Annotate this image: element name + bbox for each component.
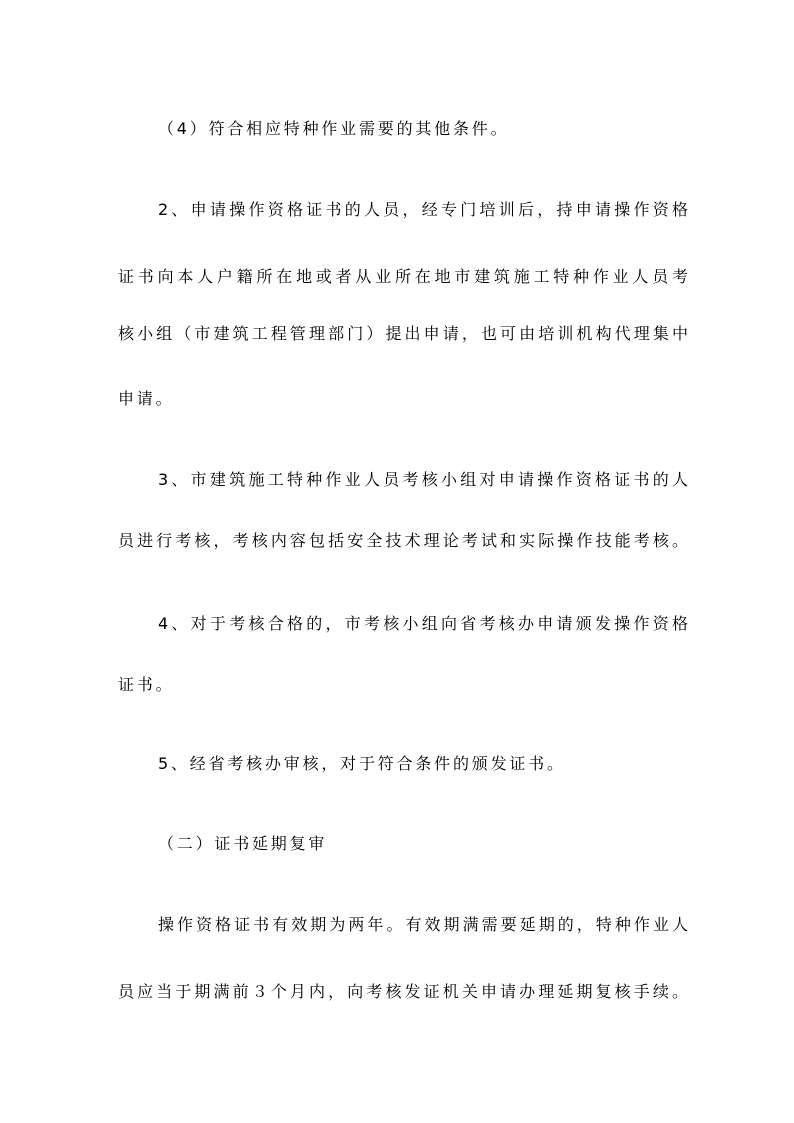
paragraph-condition-4: （4）符合相应特种作业需要的其他条件。 bbox=[158, 119, 510, 138]
paragraph-4-line-2: 证书。 bbox=[118, 675, 175, 694]
paragraph-4-line-1: 4、对于考核合格的，市考核小组向省考核办申请颁发操作资格 bbox=[158, 614, 688, 633]
paragraph-3-line-1: 3、市建筑施工特种作业人员考核小组对申请操作资格证书的人 bbox=[158, 470, 688, 489]
paragraph-renewal-line-1: 操作资格证书有效期为两年。有效期满需要延期的，特种作业人 bbox=[158, 915, 688, 934]
paragraph-2-line-3: 核小组（市建筑工程管理部门）提出申请，也可由培训机构代理集中 bbox=[118, 324, 688, 343]
paragraph-3-line-2: 员进行考核，考核内容包括安全技术理论考试和实际操作技能考核。 bbox=[118, 531, 688, 550]
paragraph-2-line-2: 证书向本人户籍所在地或者从业所在地市建筑施工特种作业人员考 bbox=[118, 267, 688, 286]
paragraph-5: 5、经省考核办审核，对于符合条件的颁发证书。 bbox=[158, 754, 566, 773]
section-heading-certificate-renewal: （二）证书延期复审 bbox=[158, 834, 328, 853]
paragraph-2-line-1: 2、申请操作资格证书的人员，经专门培训后，持申请操作资格 bbox=[158, 200, 688, 219]
paragraph-2-line-4: 申请。 bbox=[118, 389, 175, 408]
paragraph-renewal-line-2: 员应当于期满前３个月内，向考核发证机关申请办理延期复核手续。 bbox=[118, 982, 688, 1001]
